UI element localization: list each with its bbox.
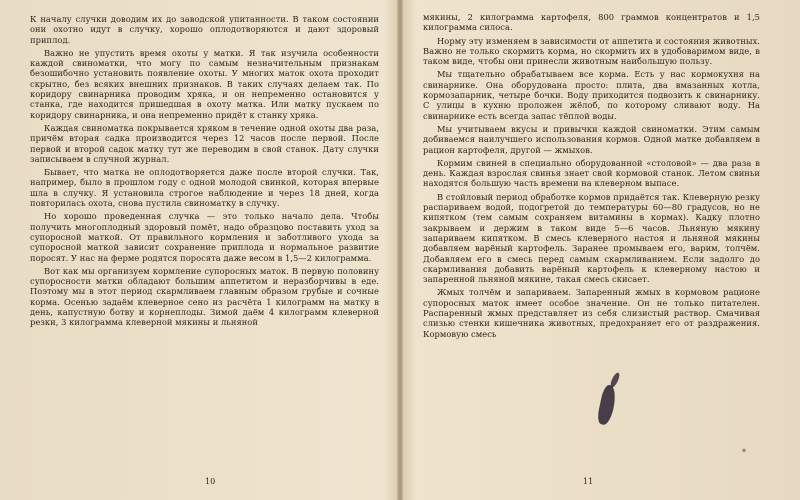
left-paragraph-2: Важно не упустить время охоты у матки. Я так изучила особенности каждой свиноматки, что могу по самым незначительным признакам безошибочно установить появление охоты. У многих маток охота проходит скрытно, без всяких внешних признаков. В таких случаях делаем так. По коридору свинарника проводим хряка, и он непременно остановится у станка, где находится пришедшая в охоту матка. Или матку пускаем по коридору свинарника, и она непременно придёт к станку хряка.	[30, 47, 379, 120]
right-page	[403, 0, 800, 500]
right-paragraph-4: Мы учитываем вкусы и привычки каждой свиноматки. Этим самым добиваемся наилучшего использования кормов. Одной матке добавляем в рацион картофеля, другой — жмыхов.	[423, 123, 760, 155]
right-paragraph-7: Жмых толчём и запариваем. Запаренный жмых в кормовом рационе супоросных маток имеет особое значение. Он не только питателен. Распаренный жмых представляет из себя слизистый раствор. Смачивая слизью стенки кишечника животных, предохраняет его от раздражения. Кормовую смесь	[423, 287, 760, 339]
corner-mark: *	[742, 448, 746, 457]
right-paragraph-5: Кормим свиней в специально оборудованной «столовой» — два раза в день. Каждая взрослая свинья знает свой кормовой станок. Летом свиньи находятся большую часть времени на клеверном выпасе.	[423, 157, 760, 189]
left-paragraph-4: Бывает, что матка не оплодотворяется даже после второй случки. Так, например, было в прошлом году с одной молодой свинкой, которая впервые шла в случку. Я установила строгое наблюдение и через 18 дней, когда повторилась охота, снова пустила свиноматку в случку.	[30, 167, 379, 209]
right-paragraph-2: Норму эту изменяем в зависимости от аппетита и состояния животных. Важно не только скормить корма, но скормить их в удобоваримом виде, в таком виде, чтобы они принесли животным наибольшую пользу.	[423, 35, 760, 67]
left-paragraph-5: Но хорошо проведенная случка — это только начало дела. Чтобы получить многоплодный здоровый помёт, надо образцово поставить уход за супоросной маткой. От правильного кормления и заботливого ухода за супоросной маткой зависит сохранение приплода и нормальное развитие поросят. У нас на ферме родятся поросята даже весом в 1,5—2 килограмма.	[30, 211, 379, 263]
left-paragraph-3: Каждая свиноматка покрывается хряком в течение одной охоты два раза, причём вторая садка производится через 12 часов после первой. После первой и второй садок матку тут же переводим в свой станок. Дату случки записываем в случной журнал.	[30, 122, 379, 164]
left-paragraph-6: Вот как мы организуем кормление супоросных маток. В первую половину супоросности матки обладают большим аппетитом и неразборчивы в еде. Поэтому мы в этот период скармливаем главным образом грубые и сочные корма. Осенью задаём клеверное сено из расчёта 1 килограмм на матку в день, капустную ботву и корнеплоды. Зимой даём 4 килограмм клеверной резки, 3 килограмма клеверной мякины и льняной	[30, 265, 379, 328]
right-paragraph-6: В стойловый период обработке кормов придаётся так. Клеверную резку распариваем водой, подогретой до температуры 60—80 градусов, но не кипятком (тем самым сохраняем витамины в кормах). Кадку плотно закрываем и держим в таком виде 5—6 часов. Льняную мякину запариваем кипятком. В смесь клеверного настоя и льняной мякины добавляем варёный картофель. Заранее промываем его, варим, толчём. Добавляем его в смесь перед самым скармливанием. Если задолго до скармливания добавить варёный картофель к клеверному настою и запаренной льняной мякине, такая смесь скисает.	[423, 191, 760, 285]
left-paragraph-1: К началу случки доводим их до заводской упитанности. В таком состоянии они охотно идут в случку, хорошо оплодотворяются и дают здоровый приплод.	[30, 14, 379, 45]
left-page-number: 10	[205, 477, 216, 486]
right-page-number: 11	[583, 477, 594, 486]
left-page	[0, 0, 397, 500]
right-paragraph-3: Мы тщательно обрабатываем все корма. Есть у нас кормокухня на свинарнике. Она оборудована просто: плита, два вмазанных котла, кормозапарник, четыре бочки. Воду приходится подвозить к свинарнику. С улицы в кухню проложен жёлоб, по которому сливают воду. На свинарнике есть всегда запас тёплой воды.	[423, 69, 760, 121]
right-paragraph-1: мякины, 2 килограмма картофеля, 800 граммов концентратов и 1,5 килограмма силоса.	[423, 12, 760, 33]
